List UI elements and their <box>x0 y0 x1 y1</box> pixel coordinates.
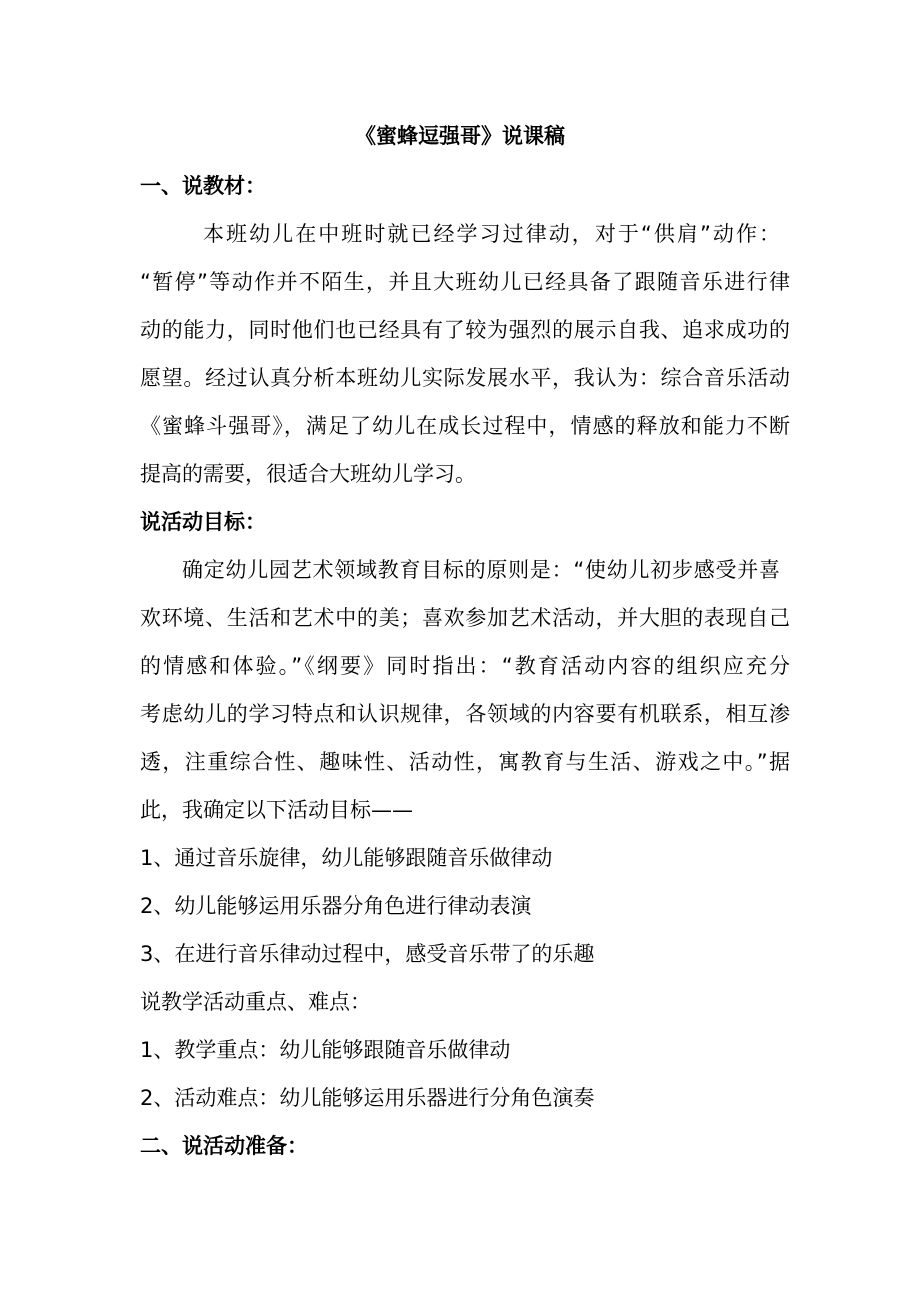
section-heading-preparation: 二、说活动准备： <box>140 1134 308 1158</box>
section-heading-materials: 一、说教材： <box>140 174 266 198</box>
section-heading-key-points: 说教学活动重点、难点： <box>140 990 371 1014</box>
paragraph-line: 欢环境、生活和艺术中的美；喜欢参加艺术活动，并大胆的表现自己 <box>140 606 790 630</box>
paragraph-line: 的情感和体验。”《纲要》同时指出：“教育活动内容的组织应充分 <box>140 654 790 678</box>
goal-list-item: 3、在进行音乐律动过程中，感受音乐带了的乐趣 <box>140 942 595 966</box>
paragraph-line: 此，我确定以下活动目标—— <box>140 798 413 822</box>
paragraph-line: 《蜜蜂斗强哥》，满足了幼儿在成长过程中，情感的释放和能力不断 <box>140 414 790 438</box>
goal-list-item: 2、幼儿能够运用乐器分角色进行律动表演 <box>140 894 532 918</box>
key-point-item: 2、活动难点：幼儿能够运用乐器进行分角色演奏 <box>140 1086 595 1110</box>
paragraph-line: 动的能力，同时他们也已经具有了较为强烈的展示自我、追求成功的 <box>140 318 790 342</box>
key-point-item: 1、教学重点：幼儿能够跟随音乐做律动 <box>140 1038 511 1062</box>
section-heading-goals: 说活动目标： <box>140 510 266 534</box>
paragraph-line: 确定幼儿园艺术领域教育目标的原则是：“使幼儿初步感受并喜 <box>182 558 780 582</box>
paragraph-line: 透，注重综合性、趣味性、活动性，寓教育与生活、游戏之中。”据 <box>140 750 790 774</box>
goal-list-item: 1、通过音乐旋律，幼儿能够跟随音乐做律动 <box>140 846 553 870</box>
paragraph-line: 愿望。经过认真分析本班幼儿实际发展水平，我认为：综合音乐活动 <box>140 366 790 390</box>
document-title: 《蜜蜂逗强哥》说课稿 <box>355 124 565 148</box>
paragraph-line: 提高的需要，很适合大班幼儿学习。 <box>140 462 476 486</box>
paragraph-line: “暂停”等动作并不陌生，并且大班幼儿已经具备了跟随音乐进行律 <box>140 270 790 294</box>
paragraph-line: 考虑幼儿的学习特点和认识规律，各领域的内容要有机联系，相互渗 <box>140 702 790 726</box>
paragraph-line: 本班幼儿在中班时就已经学习过律动，对于“供肩”动作： <box>203 222 780 246</box>
